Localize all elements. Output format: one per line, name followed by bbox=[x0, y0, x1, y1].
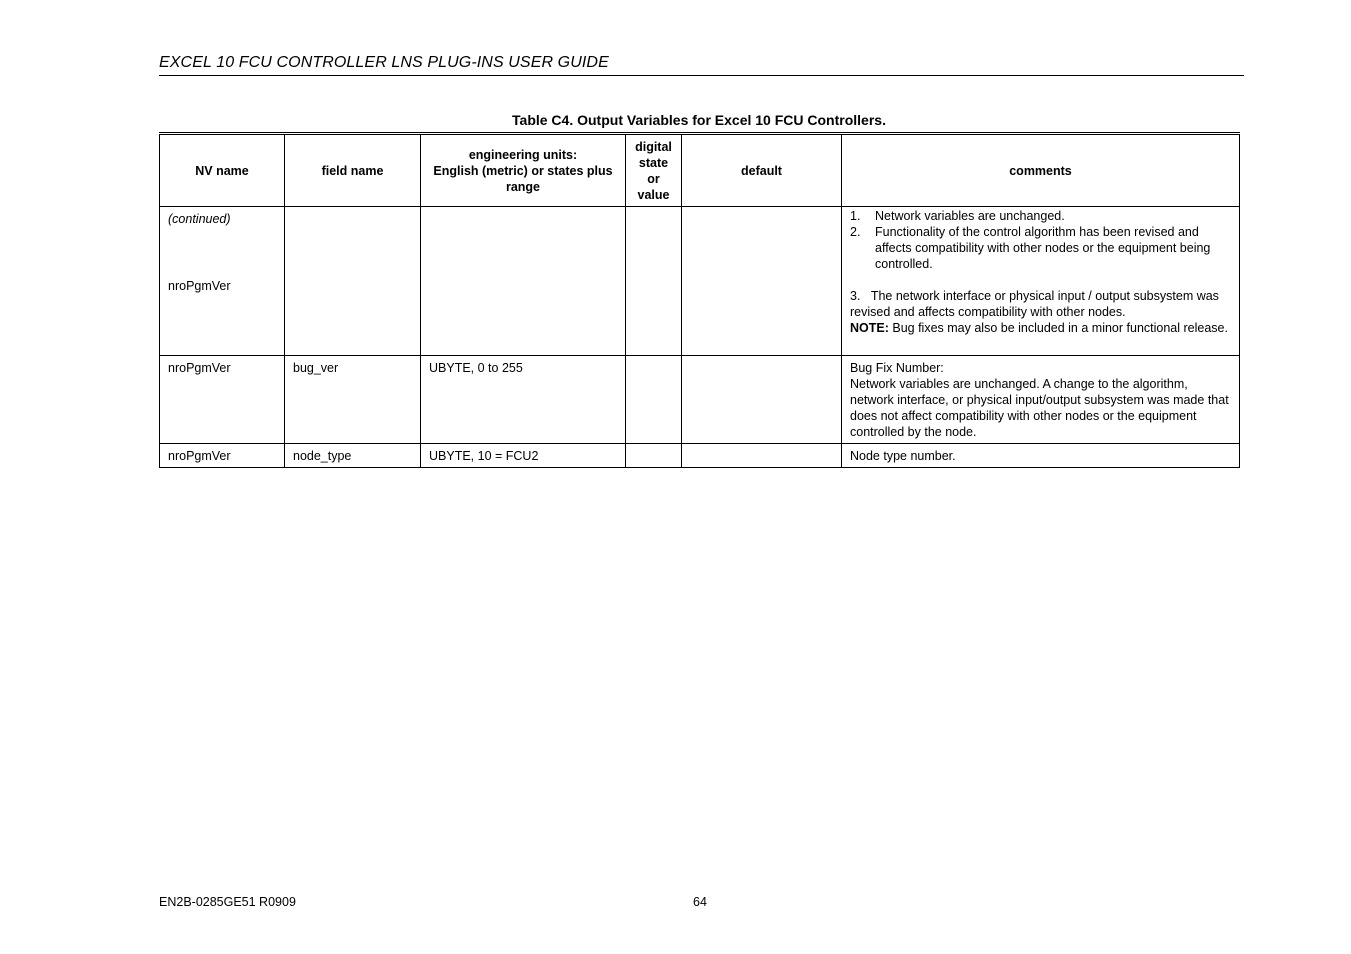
note-label: NOTE: bbox=[850, 321, 889, 335]
digital-cell bbox=[626, 356, 682, 444]
comments-line: Network variables are unchanged. A change to the algorithm, network interface, or physical input/output subsystem was made that does not affect compatibility with other nodes or the equipment controlled by the node. bbox=[850, 377, 1229, 439]
list-text: Network variables are unchanged. bbox=[875, 209, 1065, 223]
comments-cell bbox=[842, 207, 1240, 356]
default-cell bbox=[682, 356, 842, 444]
field-name-cell: node_type bbox=[285, 444, 421, 468]
default-cell bbox=[682, 207, 842, 356]
digital-cell bbox=[626, 207, 682, 356]
eng-units-header-line2: English (metric) or states plus range bbox=[433, 163, 613, 194]
note-text: Bug fixes may also be included in a minor functional release. bbox=[888, 321, 1228, 335]
digital-header-line2: state bbox=[638, 155, 669, 170]
digital-header-line1: digital bbox=[635, 139, 672, 154]
nv-name-cell: nroPgmVer bbox=[160, 444, 285, 468]
table-row bbox=[160, 207, 1240, 356]
column-header-default: default bbox=[682, 134, 842, 207]
comments-list-item bbox=[850, 224, 1231, 272]
comments-list-item bbox=[850, 208, 1231, 224]
column-header-digital-state bbox=[626, 134, 682, 207]
eng-units-cell bbox=[421, 207, 626, 356]
column-header-comments: comments bbox=[842, 134, 1240, 207]
column-header-nv-name: NV name bbox=[160, 134, 285, 207]
field-name-cell: bug_ver bbox=[285, 356, 421, 444]
comments-item3: 3. The network interface or physical input / output subsystem was revised and affects compatibility with other nodes. bbox=[850, 289, 1219, 319]
digital-header-line4: value bbox=[637, 187, 670, 202]
page-number: 64 bbox=[693, 895, 707, 909]
comments-cell bbox=[842, 356, 1240, 444]
table-row bbox=[160, 356, 1240, 444]
eng-units-cell: UBYTE, 10 = FCU2 bbox=[421, 444, 626, 468]
column-header-engineering-units bbox=[421, 134, 626, 207]
document-title: EXCEL 10 FCU CONTROLLER LNS PLUG-INS USER GUIDE bbox=[159, 54, 609, 71]
cell-spacer bbox=[850, 272, 1231, 288]
list-number: 2. bbox=[850, 225, 861, 239]
output-variables-table bbox=[159, 132, 1240, 468]
comments-cell: Node type number. bbox=[842, 444, 1240, 468]
column-header-field-name: field name bbox=[285, 134, 421, 207]
nv-name-cell bbox=[160, 207, 285, 356]
table-header-row bbox=[160, 134, 1240, 207]
field-name-cell bbox=[285, 207, 421, 356]
table-row bbox=[160, 444, 1240, 468]
comments-list bbox=[850, 208, 1231, 272]
page-header bbox=[159, 53, 1244, 76]
document-number: EN2B-0285GE51 R0909 bbox=[159, 895, 296, 909]
list-text: Functionality of the control algorithm has been revised and affects compatibility with other nodes or the equipment being controlled. bbox=[875, 225, 1211, 271]
cell-spacer bbox=[168, 227, 276, 278]
eng-units-header-line1: engineering units: bbox=[468, 147, 578, 162]
list-number: 1. bbox=[850, 209, 861, 223]
digital-cell bbox=[626, 444, 682, 468]
default-cell bbox=[682, 444, 842, 468]
table-caption: Table C4. Output Variables for Excel 10 FCU Controllers. bbox=[512, 112, 886, 128]
continued-label: (continued) bbox=[168, 212, 231, 226]
comments-line: Bug Fix Number: bbox=[850, 361, 944, 375]
eng-units-cell: UBYTE, 0 to 255 bbox=[421, 356, 626, 444]
digital-header-line3: or bbox=[647, 171, 660, 186]
comments-note bbox=[850, 320, 1231, 336]
nv-name-cell: nroPgmVer bbox=[160, 356, 285, 444]
nv-name: nroPgmVer bbox=[168, 279, 231, 293]
